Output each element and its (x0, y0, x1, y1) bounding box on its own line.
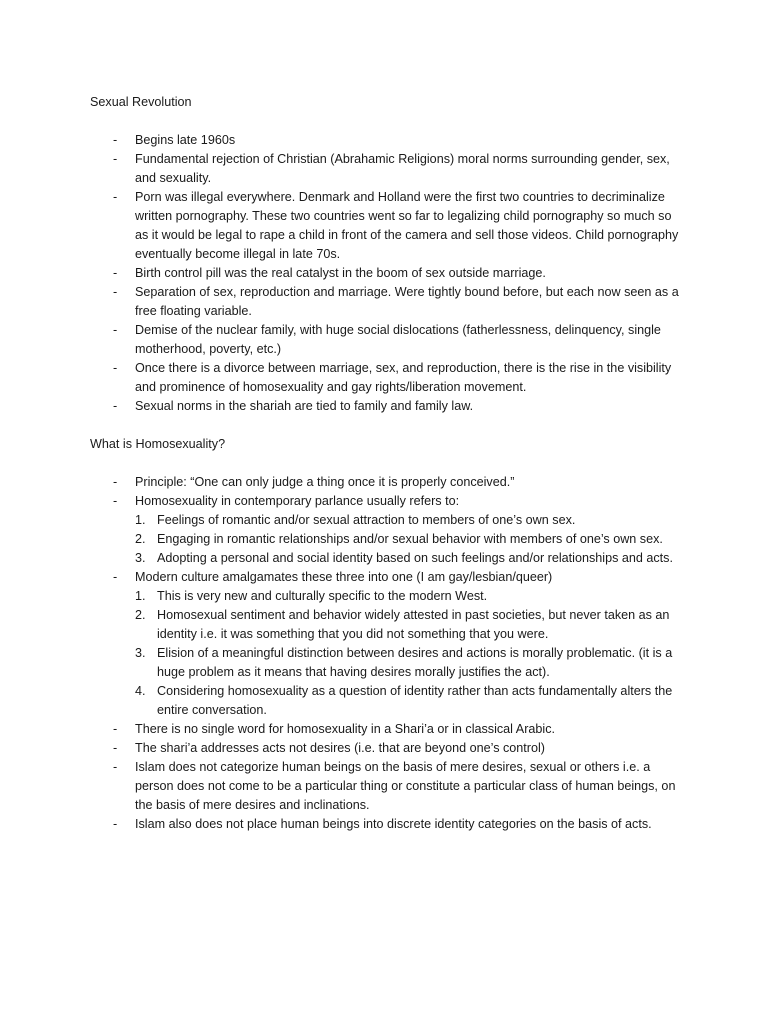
sublist-item (135, 549, 680, 568)
number-marker: 1. (135, 589, 146, 603)
dash-marker: - (113, 323, 118, 337)
sexual-revolution-list (90, 131, 680, 416)
sublist-item-text: This is very new and culturally specific to the modern West. (157, 589, 488, 603)
sublist-item-text: Feelings of romantic and/or sexual attraction to members of one’s own sex. (157, 513, 576, 527)
list-item-text: Principle: “One can only judge a thing once it is properly conceived.” (135, 475, 515, 489)
document-body (90, 93, 680, 834)
list-item-text: The shari’a addresses acts not desires (i.e. that are beyond one’s control) (135, 741, 545, 755)
list-item-text: Islam does not categorize human beings on the basis of mere desires, sexual or others i.e. a person does not come to be a particular thing or constitute a particular class of human beings, on the basis of mere desires and inclinations. (135, 760, 676, 812)
sublist-item-text: Elision of a meaningful distinction between desires and actions is morally problematic. (it is a huge problem as it means that having desires morally justifies the act). (157, 646, 673, 679)
list-item (90, 720, 680, 739)
dash-marker: - (113, 133, 118, 147)
list-item (90, 359, 680, 397)
number-marker: 2. (135, 532, 146, 546)
list-item-text: Porn was illegal everywhere. Denmark and Holland were the first two countries to decriminalize written pornography. These two countries went so far to legalizing child pornography so much so as it would be legal to rape a child in front of the camera and sell those videos. Child pornography eventually become illegal in late 70s. (135, 190, 679, 261)
number-marker: 2. (135, 608, 146, 622)
list-item-text: Separation of sex, reproduction and marriage. Were tightly bound before, but each now seen as a free floating variable. (135, 285, 679, 318)
list-item-text: Begins late 1960s (135, 133, 236, 147)
list-item (90, 321, 680, 359)
sublist-item (135, 606, 680, 644)
dash-marker: - (113, 760, 118, 774)
dash-marker: - (113, 817, 118, 831)
dash-marker: - (113, 285, 118, 299)
section-heading-what-is-homosexuality: What is Homosexuality? (90, 437, 226, 451)
modern-culture-sublist (135, 587, 680, 720)
list-item (90, 188, 680, 264)
number-marker: 3. (135, 646, 146, 660)
dash-marker: - (113, 190, 118, 204)
list-item (90, 492, 680, 568)
list-item (90, 568, 680, 720)
list-item (90, 131, 680, 150)
dash-marker: - (113, 266, 118, 280)
list-item-text: Demise of the nuclear family, with huge social dislocations (fatherlessness, delinquency, single motherhood, poverty, etc.) (135, 323, 661, 356)
list-item-text: Homosexuality in contemporary parlance usually refers to: (135, 494, 460, 508)
list-item-text: Once there is a divorce between marriage, sex, and reproduction, there is the rise in the visibility and prominence of homosexuality and gay rights/liberation movement. (135, 361, 672, 394)
list-item (90, 739, 680, 758)
sublist-item-text: Considering homosexuality as a question of identity rather than acts fundamentally alters the entire conversation. (157, 684, 673, 717)
dash-marker: - (113, 475, 118, 489)
definition-sublist (135, 511, 680, 568)
list-item (90, 150, 680, 188)
list-item (90, 473, 680, 492)
list-item (90, 397, 680, 416)
dash-marker: - (113, 152, 118, 166)
dash-marker: - (113, 741, 118, 755)
sublist-item-text: Engaging in romantic relationships and/or sexual behavior with members of one’s own sex. (157, 532, 663, 546)
dash-marker: - (113, 494, 118, 508)
sublist-item (135, 644, 680, 682)
number-marker: 1. (135, 513, 146, 527)
homosexuality-list (90, 473, 680, 834)
sublist-item (135, 682, 680, 720)
sublist-item (135, 530, 680, 549)
list-item-text: Sexual norms in the shariah are tied to family and family law. (135, 399, 474, 413)
list-item (90, 283, 680, 321)
list-item (90, 815, 680, 834)
dash-marker: - (113, 570, 118, 584)
number-marker: 4. (135, 684, 146, 698)
number-marker: 3. (135, 551, 146, 565)
list-item-text: Modern culture amalgamates these three into one (I am gay/lesbian/queer) (135, 570, 553, 584)
sublist-item (135, 587, 680, 606)
blank-line (90, 112, 680, 131)
list-item-text: There is no single word for homosexuality in a Shari’a or in classical Arabic. (135, 722, 555, 736)
dash-marker: - (113, 722, 118, 736)
list-item-text: Birth control pill was the real catalyst in the boom of sex outside marriage. (135, 266, 546, 280)
dash-marker: - (113, 361, 118, 375)
blank-line (90, 454, 680, 473)
section-heading-sexual-revolution: Sexual Revolution (90, 95, 192, 109)
list-item-text: Fundamental rejection of Christian (Abrahamic Religions) moral norms surrounding gender, sex, and sexuality. (135, 152, 670, 185)
sublist-item (135, 511, 680, 530)
blank-line (90, 416, 680, 435)
sublist-item-text: Adopting a personal and social identity based on such feelings and/or relationships and acts. (157, 551, 673, 565)
list-item (90, 264, 680, 283)
dash-marker: - (113, 399, 118, 413)
list-item (90, 758, 680, 815)
sublist-item-text: Homosexual sentiment and behavior widely attested in past societies, but never taken as an identity i.e. it was something that you did not something that you were. (157, 608, 670, 641)
list-item-text: Islam also does not place human beings into discrete identity categories on the basis of acts. (135, 817, 652, 831)
